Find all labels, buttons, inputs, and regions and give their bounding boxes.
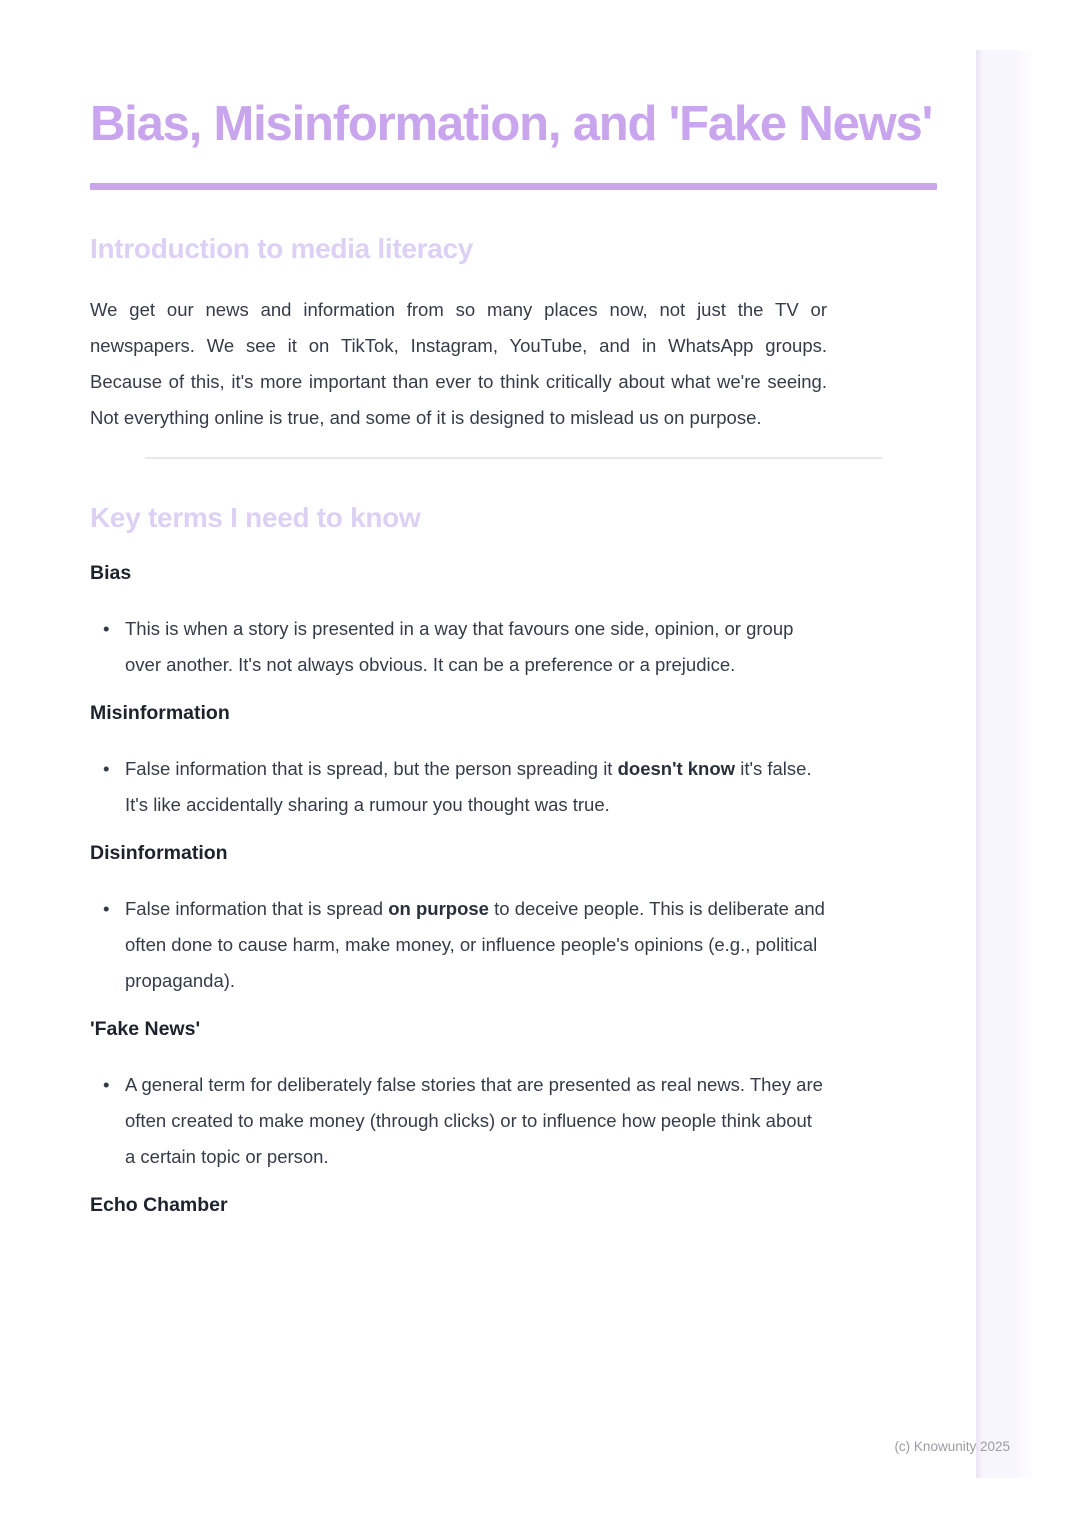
document-content xyxy=(90,0,937,1243)
term-definition-item: • A general term for deliberately false stories that are presented as real news. They are often created to make money (through clicks) or to influence how people think about a certain topic or person. xyxy=(90,1067,827,1175)
term-definition-list xyxy=(90,1067,827,1175)
term-heading: Disinformation xyxy=(90,842,228,864)
footer-copyright: (c) Knowunity 2025 xyxy=(894,1439,1010,1454)
intro-paragraph: We get our news and information from so many places now, not just the TV or newspapers. We see it on TikTok, Instagram, YouTube, and in WhatsApp groups. Because of this, it's more important than ever to think critically about what we're seeing. Not everything online is true, and some of it is designed to mislead us on purpose. xyxy=(90,299,827,428)
title-divider-rule xyxy=(90,183,937,190)
term-definition-item: • This is when a story is presented in a way that favours one side, opinion, or group over another. It's not always obvious. It can be a preference or a prejudice. xyxy=(90,611,827,683)
page-side-strip xyxy=(976,50,1032,1478)
term-heading: Misinformation xyxy=(90,702,230,724)
term-definition-list xyxy=(90,891,827,999)
term-definition-item: • False information that is spread, but the person spreading it doesn't know it's false. It's like accidentally sharing a rumour you thought was true. xyxy=(90,751,827,823)
term-definition-list xyxy=(90,751,827,823)
term-heading: Echo Chamber xyxy=(90,1194,228,1216)
key-terms-section-heading: Key terms I need to know xyxy=(90,502,421,533)
page-title: Bias, Misinformation, and 'Fake News' xyxy=(90,97,933,151)
term-heading: Bias xyxy=(90,562,132,584)
section-divider xyxy=(145,457,882,459)
term-definition-item: • False information that is spread on purpose to deceive people. This is deliberate and often done to cause harm, make money, or influence people's opinions (e.g., political propaganda). xyxy=(90,891,827,999)
term-heading: 'Fake News' xyxy=(90,1018,201,1040)
term-definition-list xyxy=(90,611,827,683)
intro-section-heading: Introduction to media literacy xyxy=(90,233,474,264)
terms-list xyxy=(90,561,937,1217)
